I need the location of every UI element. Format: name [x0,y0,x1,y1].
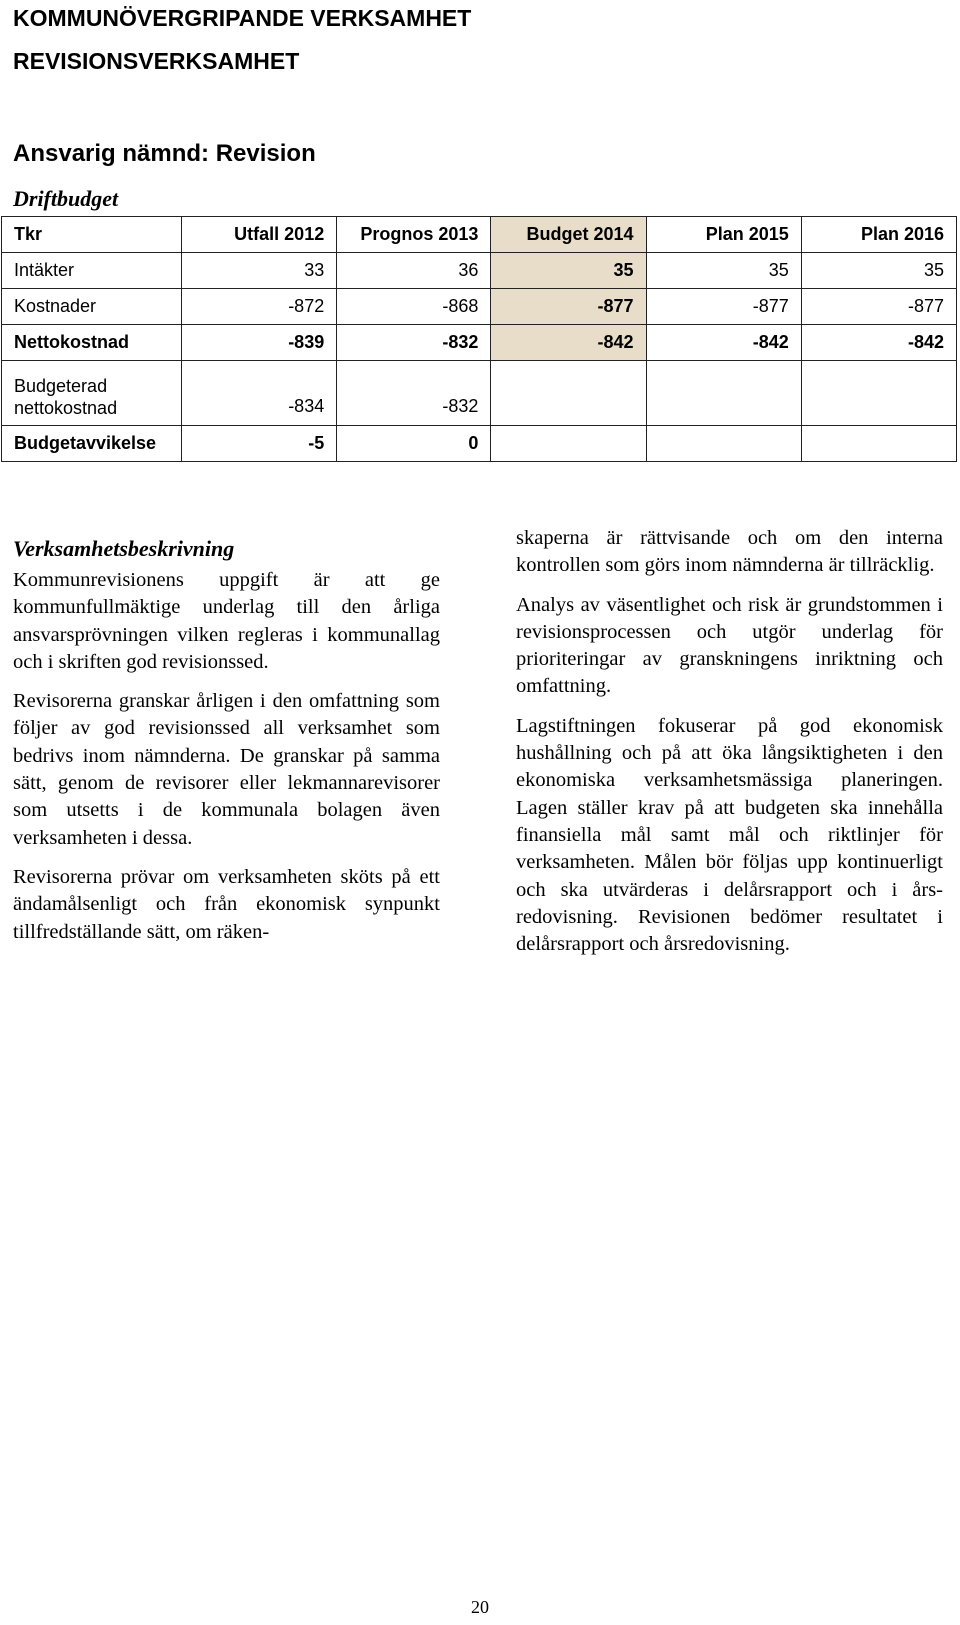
page-number: 20 [471,1597,489,1617]
table-cell [801,426,956,462]
table-cell [646,426,801,462]
table-cell: -842 [801,325,956,361]
table-row [2,253,957,289]
table-cell: 35 [801,253,956,289]
table-title: Driftbudget [13,186,119,211]
table-cell: -832 [337,361,491,426]
table-row [2,289,957,325]
table-cell: 35 [646,253,801,289]
table-cell: -877 [646,289,801,325]
table-cell [491,426,646,462]
table-cell: -872 [182,289,337,325]
table-cell: -839 [182,325,337,361]
row-label: Nettokostnad [2,325,182,361]
paragraph: Kommunrevisionens uppgift är att ge kommunfullmäktige underlag till den årliga ansvarsprövningen vilken regleras i kommunallag och i skriften god revisionssed. [13,569,440,673]
budget-table [1,216,957,462]
column-header: Prognos 2013 [337,217,491,253]
paragraph: Revisorerna granskar årligen i den omfattning som följer av god revisionssed all verksamhet som bedrivs inom nämnderna. De granskar på samma sätt, genom de revisorer eller lekmannarevisorer som utsetts i de kommunala bolagen även verksamheten i dessa. [13,690,440,849]
table-cell: -832 [337,325,491,361]
row-label: Intäkter [2,253,182,289]
table-cell [646,361,801,426]
table-cell: 36 [337,253,491,289]
column-header: Tkr [2,217,182,253]
table-cell: -834 [182,361,337,426]
paragraph: Lagstiftningen fokuserar på god ekonomisk hushållning och på att öka långsiktigheten i den ekonomiska verksamhetsmässiga planeringen. Lagen ställer krav på att budgeten ska innehålla finansiella mål samt mål och riktlinjer för verksamheten. Målen bör följas upp kontinuerligt och ska utvärderas i delårsrapport och i års-redovisning. Revisionen bedömer resultatet i delårsrapport och årsredovisning. [516,714,943,956]
table-cell: -842 [491,325,646,361]
column-header: Budget 2014 [491,217,646,253]
table-cell: -842 [646,325,801,361]
column-header: Plan 2016 [801,217,956,253]
table-cell: -868 [337,289,491,325]
description-heading: Verksamhetsbeskrivning [13,536,235,561]
row-label: Budgeterad nettokostnad [2,361,182,426]
responsible-board-heading: Ansvarig nämnd: Revision [13,140,316,167]
table-cell [491,361,646,426]
column-header: Plan 2015 [646,217,801,253]
table-row [2,361,957,426]
paragraph: Revisorerna prövar om verksamheten sköts på ett ändamålsenligt och från ekonomisk synpunkt tillfredställande sätt, om räken- [13,865,440,943]
paragraph: Analys av väsentlighet och risk är grundstommen i revisionsprocessen och utgör underlag för prioriteringar av granskningens inriktning och omfattning. [516,593,943,698]
left-text-column [13,567,440,958]
row-label: Kostnader [2,289,182,325]
paragraph: skaperna är rättvisande och om den interna kontrollen som görs inom nämnderna är tillräcklig. [516,527,943,577]
column-header: Utfall 2012 [182,217,337,253]
table-cell: 35 [491,253,646,289]
table-cell: 0 [337,426,491,462]
table-cell: -877 [801,289,956,325]
subsection-title: REVISIONSVERKSAMHET [13,48,300,74]
row-label: Budgetavvikelse [2,426,182,462]
table-cell [801,361,956,426]
table-row [2,325,957,361]
table-cell: -5 [182,426,337,462]
section-title: KOMMUNÖVERGRIPANDE VERKSAMHET [13,5,472,31]
table-cell: 33 [182,253,337,289]
table-row [2,426,957,462]
right-text-column [516,525,943,970]
table-cell: -877 [491,289,646,325]
table-header-row [2,217,957,253]
